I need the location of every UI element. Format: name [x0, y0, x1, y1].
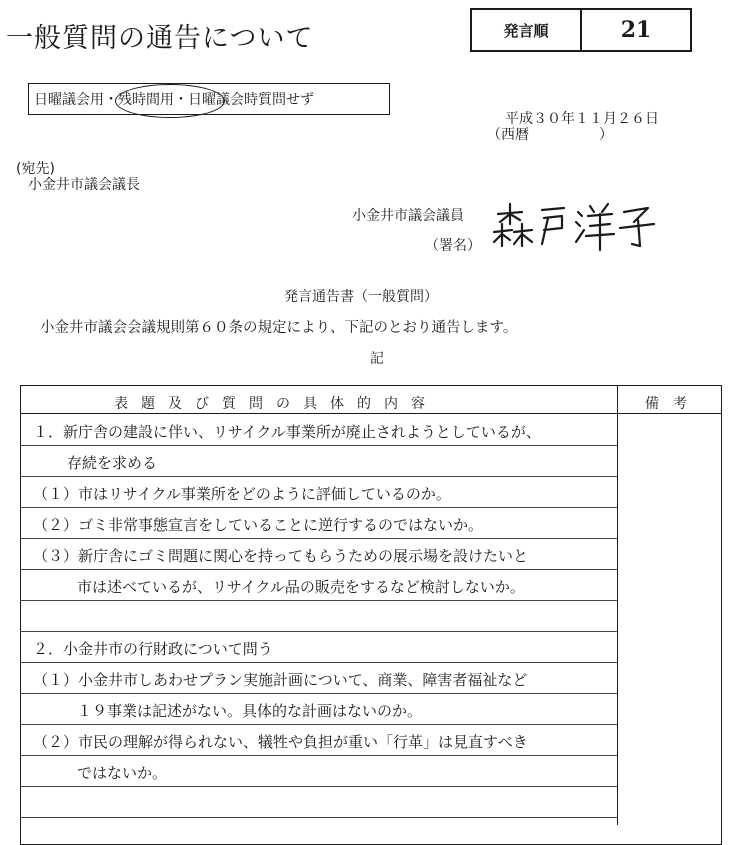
- row-text: 存続を求める: [67, 454, 158, 472]
- row-text: ではないか。: [77, 764, 168, 782]
- table-row: [20, 632, 617, 663]
- row-text: 市は述べているが、リサイクル品の販売をするなど検討しないか。: [77, 578, 525, 596]
- column-header-content: 表題及び質問の具体的内容: [114, 396, 438, 412]
- table-row: [20, 694, 617, 725]
- table-row: [20, 508, 617, 539]
- table-row: [20, 477, 617, 508]
- row-text: ２．小金井市の行財政について問う: [33, 640, 273, 658]
- table-row: [20, 663, 617, 694]
- speaking-order-box: [470, 8, 692, 52]
- table-row: [20, 570, 617, 601]
- speaking-order-label: 発言順: [472, 10, 582, 50]
- submission-date: 平成３０年１１月２６日: [505, 111, 659, 127]
- row-text: １９事業は記述がない。具体的な計画はないのか。: [77, 702, 423, 720]
- row-text: （１）市はリサイクル事業所をどのように評価しているのか。: [33, 485, 451, 503]
- notice-title: 発言通告書（一般質問）: [284, 289, 438, 305]
- row-text: （２）市民の理解が得られない、犠牲や負担が重い「行革」は見直すべき: [33, 733, 528, 751]
- row-text: （１）小金井市しあわせプラン実施計画について、商業、障害者福祉など: [33, 671, 528, 689]
- row-text: １．新庁舎の建設に伴い、リサイクル事業所が廃止されようとしているが、: [33, 423, 541, 441]
- table-row: [20, 725, 617, 756]
- table-column-divider: [617, 385, 618, 825]
- session-options-box: 日曜議会用・残時間用・日曜議会時質問せず: [28, 83, 390, 115]
- table-row: [20, 787, 617, 818]
- document-title: 一般質問の通告について: [6, 23, 314, 54]
- row-text: （２）ゴミ非常事態宣言をしていることに逆行するのではないか。: [33, 516, 484, 534]
- notice-body: 小金井市議会会議規則第６０条の規定により、下記のとおり通告します。: [40, 320, 518, 336]
- western-year-field: （西暦 ）: [487, 127, 613, 143]
- member-title: 小金井市議会議員: [352, 208, 464, 224]
- selected-option-circle: [115, 84, 225, 118]
- handwritten-signature: [492, 200, 662, 252]
- ki-marker: 記: [370, 351, 384, 367]
- table-row: [20, 539, 617, 570]
- row-text: （３）新庁舎にゴミ問題に関心を持ってもらうための展示場を設けたいと: [33, 547, 529, 565]
- table-row: [20, 415, 617, 446]
- speaking-order-number: 21: [620, 17, 652, 43]
- addressee-name: 小金井市議会議長: [28, 177, 140, 193]
- column-header-remarks: 備考: [645, 396, 701, 412]
- signature-label: （署名）: [425, 238, 481, 254]
- table-row: [20, 756, 617, 787]
- table-row: [20, 446, 617, 477]
- table-row: [20, 601, 617, 632]
- addressee-label: (宛先): [16, 161, 55, 177]
